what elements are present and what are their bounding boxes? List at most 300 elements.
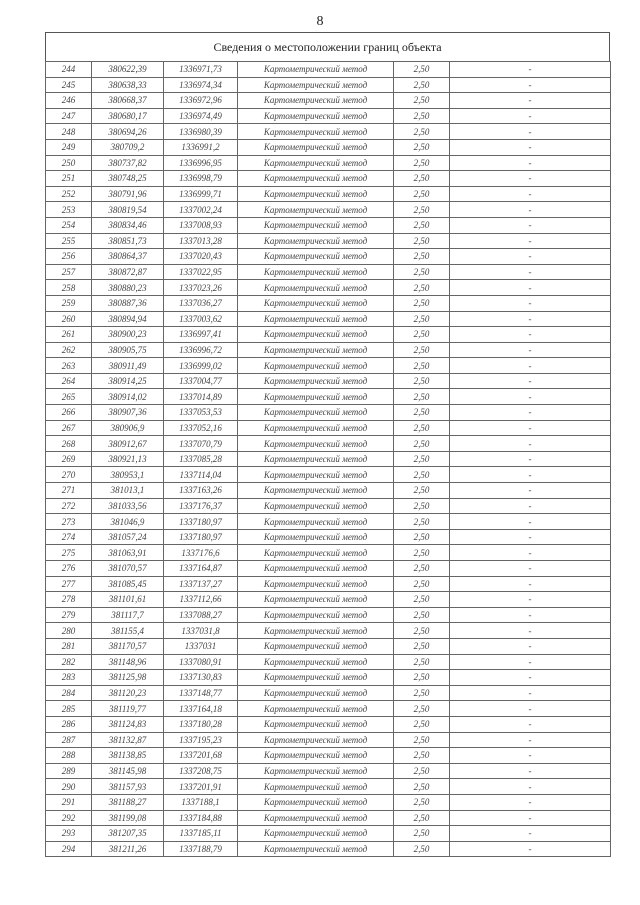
accuracy-cell: 2,50 xyxy=(394,748,450,764)
x-coordinate-cell: 380851,73 xyxy=(92,233,164,249)
accuracy-cell: 2,50 xyxy=(394,638,450,654)
point-number-cell: 267 xyxy=(46,420,92,436)
accuracy-cell: 2,50 xyxy=(394,124,450,140)
method-cell: Картометрический метод xyxy=(238,77,394,93)
point-number-cell: 282 xyxy=(46,654,92,670)
description-cell: - xyxy=(450,124,611,140)
method-cell: Картометрический метод xyxy=(238,716,394,732)
point-number-cell: 276 xyxy=(46,561,92,577)
point-number-cell: 266 xyxy=(46,405,92,421)
description-cell: - xyxy=(450,186,611,202)
table-row xyxy=(46,389,611,405)
method-cell: Картометрический метод xyxy=(238,249,394,265)
point-number-cell: 253 xyxy=(46,202,92,218)
description-cell: - xyxy=(450,841,611,857)
table-row xyxy=(46,529,611,545)
point-number-cell: 272 xyxy=(46,498,92,514)
x-coordinate-cell: 381117,7 xyxy=(92,607,164,623)
table-row xyxy=(46,77,611,93)
point-number-cell: 275 xyxy=(46,545,92,561)
method-cell: Картометрический метод xyxy=(238,701,394,717)
point-number-cell: 252 xyxy=(46,186,92,202)
point-number-cell: 249 xyxy=(46,139,92,155)
table-row xyxy=(46,249,611,265)
accuracy-cell: 2,50 xyxy=(394,685,450,701)
method-cell: Картометрический метод xyxy=(238,779,394,795)
point-number-cell: 271 xyxy=(46,483,92,499)
boundary-table xyxy=(45,32,610,857)
accuracy-cell: 2,50 xyxy=(394,623,450,639)
description-cell: - xyxy=(450,638,611,654)
accuracy-cell: 2,50 xyxy=(394,249,450,265)
accuracy-cell: 2,50 xyxy=(394,62,450,78)
description-cell: - xyxy=(450,514,611,530)
page-number: 8 xyxy=(316,14,324,29)
accuracy-cell: 2,50 xyxy=(394,483,450,499)
y-coordinate-cell: 1337188,79 xyxy=(164,841,238,857)
y-coordinate-cell: 1337112,66 xyxy=(164,592,238,608)
table-row xyxy=(46,233,611,249)
description-cell: - xyxy=(450,389,611,405)
accuracy-cell: 2,50 xyxy=(394,420,450,436)
method-cell: Картометрический метод xyxy=(238,139,394,155)
method-cell: Картометрический метод xyxy=(238,623,394,639)
x-coordinate-cell: 381207,35 xyxy=(92,826,164,842)
x-coordinate-cell: 381188,27 xyxy=(92,794,164,810)
table-row xyxy=(46,592,611,608)
accuracy-cell: 2,50 xyxy=(394,701,450,717)
y-coordinate-cell: 1337180,28 xyxy=(164,716,238,732)
point-number-cell: 259 xyxy=(46,295,92,311)
point-number-cell: 251 xyxy=(46,171,92,187)
point-number-cell: 284 xyxy=(46,685,92,701)
method-cell: Картометрический метод xyxy=(238,405,394,421)
x-coordinate-cell: 381211,26 xyxy=(92,841,164,857)
point-number-cell: 260 xyxy=(46,311,92,327)
table-row xyxy=(46,171,611,187)
description-cell: - xyxy=(450,436,611,452)
method-cell: Картометрический метод xyxy=(238,514,394,530)
method-cell: Картометрический метод xyxy=(238,171,394,187)
description-cell: - xyxy=(450,467,611,483)
x-coordinate-cell: 381155,4 xyxy=(92,623,164,639)
y-coordinate-cell: 1336980,39 xyxy=(164,124,238,140)
y-coordinate-cell: 1337008,93 xyxy=(164,217,238,233)
method-cell: Картометрический метод xyxy=(238,638,394,654)
x-coordinate-cell: 380914,02 xyxy=(92,389,164,405)
accuracy-cell: 2,50 xyxy=(394,405,450,421)
accuracy-cell: 2,50 xyxy=(394,529,450,545)
method-cell: Картометрический метод xyxy=(238,295,394,311)
x-coordinate-cell: 380900,23 xyxy=(92,327,164,343)
table-row xyxy=(46,498,611,514)
y-coordinate-cell: 1337208,75 xyxy=(164,763,238,779)
method-cell: Картометрический метод xyxy=(238,311,394,327)
y-coordinate-cell: 1337164,18 xyxy=(164,701,238,717)
accuracy-cell: 2,50 xyxy=(394,841,450,857)
table-row xyxy=(46,685,611,701)
method-cell: Картометрический метод xyxy=(238,420,394,436)
table-row xyxy=(46,202,611,218)
point-number-cell: 248 xyxy=(46,124,92,140)
table-row xyxy=(46,670,611,686)
description-cell: - xyxy=(450,763,611,779)
accuracy-cell: 2,50 xyxy=(394,327,450,343)
method-cell: Картометрический метод xyxy=(238,389,394,405)
accuracy-cell: 2,50 xyxy=(394,592,450,608)
x-coordinate-cell: 380872,87 xyxy=(92,264,164,280)
table-row xyxy=(46,701,611,717)
point-number-cell: 246 xyxy=(46,93,92,109)
y-coordinate-cell: 1337088,27 xyxy=(164,607,238,623)
point-number-cell: 277 xyxy=(46,576,92,592)
accuracy-cell: 2,50 xyxy=(394,186,450,202)
y-coordinate-cell: 1337003,62 xyxy=(164,311,238,327)
table-row xyxy=(46,264,611,280)
point-number-cell: 278 xyxy=(46,592,92,608)
table-row xyxy=(46,358,611,374)
description-cell: - xyxy=(450,545,611,561)
point-number-cell: 247 xyxy=(46,108,92,124)
description-cell: - xyxy=(450,77,611,93)
coordinates-table xyxy=(45,61,611,857)
method-cell: Картометрический метод xyxy=(238,202,394,218)
y-coordinate-cell: 1336972,96 xyxy=(164,93,238,109)
table-row xyxy=(46,716,611,732)
x-coordinate-cell: 380638,33 xyxy=(92,77,164,93)
x-coordinate-cell: 381046,9 xyxy=(92,514,164,530)
description-cell: - xyxy=(450,732,611,748)
point-number-cell: 254 xyxy=(46,217,92,233)
table-row xyxy=(46,217,611,233)
table-row xyxy=(46,561,611,577)
point-number-cell: 245 xyxy=(46,77,92,93)
method-cell: Картометрический метод xyxy=(238,124,394,140)
method-cell: Картометрический метод xyxy=(238,607,394,623)
method-cell: Картометрический метод xyxy=(238,62,394,78)
accuracy-cell: 2,50 xyxy=(394,217,450,233)
point-number-cell: 294 xyxy=(46,841,92,857)
y-coordinate-cell: 1336999,02 xyxy=(164,358,238,374)
x-coordinate-cell: 380622,39 xyxy=(92,62,164,78)
method-cell: Картометрический метод xyxy=(238,794,394,810)
x-coordinate-cell: 381148,96 xyxy=(92,654,164,670)
x-coordinate-cell: 381124,83 xyxy=(92,716,164,732)
table-row xyxy=(46,748,611,764)
y-coordinate-cell: 1337013,28 xyxy=(164,233,238,249)
description-cell: - xyxy=(450,217,611,233)
point-number-cell: 285 xyxy=(46,701,92,717)
description-cell: - xyxy=(450,592,611,608)
y-coordinate-cell: 1337137,27 xyxy=(164,576,238,592)
accuracy-cell: 2,50 xyxy=(394,77,450,93)
table-row xyxy=(46,139,611,155)
description-cell: - xyxy=(450,155,611,171)
description-cell: - xyxy=(450,483,611,499)
accuracy-cell: 2,50 xyxy=(394,373,450,389)
description-cell: - xyxy=(450,794,611,810)
table-row xyxy=(46,810,611,826)
description-cell: - xyxy=(450,108,611,124)
method-cell: Картометрический метод xyxy=(238,810,394,826)
description-cell: - xyxy=(450,701,611,717)
point-number-cell: 268 xyxy=(46,436,92,452)
y-coordinate-cell: 1336974,49 xyxy=(164,108,238,124)
method-cell: Картометрический метод xyxy=(238,592,394,608)
accuracy-cell: 2,50 xyxy=(394,295,450,311)
y-coordinate-cell: 1337053,53 xyxy=(164,405,238,421)
method-cell: Картометрический метод xyxy=(238,529,394,545)
accuracy-cell: 2,50 xyxy=(394,607,450,623)
description-cell: - xyxy=(450,264,611,280)
method-cell: Картометрический метод xyxy=(238,576,394,592)
x-coordinate-cell: 381033,56 xyxy=(92,498,164,514)
table-row xyxy=(46,62,611,78)
point-number-cell: 264 xyxy=(46,373,92,389)
x-coordinate-cell: 380694,26 xyxy=(92,124,164,140)
description-cell: - xyxy=(450,202,611,218)
x-coordinate-cell: 381125,98 xyxy=(92,670,164,686)
description-cell: - xyxy=(450,748,611,764)
point-number-cell: 274 xyxy=(46,529,92,545)
table-row xyxy=(46,311,611,327)
description-cell: - xyxy=(450,623,611,639)
description-cell: - xyxy=(450,685,611,701)
x-coordinate-cell: 381063,91 xyxy=(92,545,164,561)
x-coordinate-cell: 380668,37 xyxy=(92,93,164,109)
description-cell: - xyxy=(450,358,611,374)
table-row xyxy=(46,124,611,140)
method-cell: Картометрический метод xyxy=(238,93,394,109)
table-row xyxy=(46,280,611,296)
point-number-cell: 265 xyxy=(46,389,92,405)
point-number-cell: 287 xyxy=(46,732,92,748)
y-coordinate-cell: 1337085,28 xyxy=(164,451,238,467)
method-cell: Картометрический метод xyxy=(238,748,394,764)
accuracy-cell: 2,50 xyxy=(394,451,450,467)
y-coordinate-cell: 1337188,1 xyxy=(164,794,238,810)
x-coordinate-cell: 380748,25 xyxy=(92,171,164,187)
y-coordinate-cell: 1336998,79 xyxy=(164,171,238,187)
table-row xyxy=(46,405,611,421)
y-coordinate-cell: 1337185,11 xyxy=(164,826,238,842)
table-row xyxy=(46,576,611,592)
table-row xyxy=(46,467,611,483)
y-coordinate-cell: 1336991,2 xyxy=(164,139,238,155)
table-row xyxy=(46,186,611,202)
point-number-cell: 270 xyxy=(46,467,92,483)
y-coordinate-cell: 1336971,73 xyxy=(164,62,238,78)
x-coordinate-cell: 380914,25 xyxy=(92,373,164,389)
description-cell: - xyxy=(450,654,611,670)
method-cell: Картометрический метод xyxy=(238,186,394,202)
x-coordinate-cell: 380953,1 xyxy=(92,467,164,483)
accuracy-cell: 2,50 xyxy=(394,716,450,732)
table-row xyxy=(46,638,611,654)
description-cell: - xyxy=(450,420,611,436)
description-cell: - xyxy=(450,327,611,343)
x-coordinate-cell: 380887,36 xyxy=(92,295,164,311)
y-coordinate-cell: 1337180,97 xyxy=(164,529,238,545)
table-row xyxy=(46,623,611,639)
point-number-cell: 286 xyxy=(46,716,92,732)
table-row xyxy=(46,763,611,779)
point-number-cell: 257 xyxy=(46,264,92,280)
accuracy-cell: 2,50 xyxy=(394,358,450,374)
table-title: Сведения о местоположении границ объекта xyxy=(45,32,610,61)
x-coordinate-cell: 380880,23 xyxy=(92,280,164,296)
accuracy-cell: 2,50 xyxy=(394,155,450,171)
method-cell: Картометрический метод xyxy=(238,108,394,124)
method-cell: Картометрический метод xyxy=(238,826,394,842)
y-coordinate-cell: 1336996,72 xyxy=(164,342,238,358)
accuracy-cell: 2,50 xyxy=(394,436,450,452)
method-cell: Картометрический метод xyxy=(238,467,394,483)
method-cell: Картометрический метод xyxy=(238,483,394,499)
x-coordinate-cell: 381070,57 xyxy=(92,561,164,577)
accuracy-cell: 2,50 xyxy=(394,514,450,530)
x-coordinate-cell: 380894,94 xyxy=(92,311,164,327)
description-cell: - xyxy=(450,139,611,155)
description-cell: - xyxy=(450,280,611,296)
table-row xyxy=(46,451,611,467)
x-coordinate-cell: 381138,85 xyxy=(92,748,164,764)
x-coordinate-cell: 381199,08 xyxy=(92,810,164,826)
table-body xyxy=(46,62,611,857)
method-cell: Картометрический метод xyxy=(238,763,394,779)
method-cell: Картометрический метод xyxy=(238,342,394,358)
y-coordinate-cell: 1336997,41 xyxy=(164,327,238,343)
x-coordinate-cell: 381057,24 xyxy=(92,529,164,545)
y-coordinate-cell: 1337201,91 xyxy=(164,779,238,795)
method-cell: Картометрический метод xyxy=(238,217,394,233)
y-coordinate-cell: 1336999,71 xyxy=(164,186,238,202)
description-cell: - xyxy=(450,451,611,467)
description-cell: - xyxy=(450,342,611,358)
point-number-cell: 261 xyxy=(46,327,92,343)
x-coordinate-cell: 381145,98 xyxy=(92,763,164,779)
description-cell: - xyxy=(450,576,611,592)
y-coordinate-cell: 1337184,88 xyxy=(164,810,238,826)
x-coordinate-cell: 380864,37 xyxy=(92,249,164,265)
description-cell: - xyxy=(450,93,611,109)
y-coordinate-cell: 1337176,37 xyxy=(164,498,238,514)
description-cell: - xyxy=(450,249,611,265)
y-coordinate-cell: 1337023,26 xyxy=(164,280,238,296)
x-coordinate-cell: 380819,54 xyxy=(92,202,164,218)
method-cell: Картометрический метод xyxy=(238,155,394,171)
method-cell: Картометрический метод xyxy=(238,436,394,452)
y-coordinate-cell: 1337114,04 xyxy=(164,467,238,483)
table-row xyxy=(46,732,611,748)
description-cell: - xyxy=(450,810,611,826)
method-cell: Картометрический метод xyxy=(238,327,394,343)
y-coordinate-cell: 1337020,43 xyxy=(164,249,238,265)
accuracy-cell: 2,50 xyxy=(394,545,450,561)
accuracy-cell: 2,50 xyxy=(394,139,450,155)
description-cell: - xyxy=(450,171,611,187)
x-coordinate-cell: 381119,77 xyxy=(92,701,164,717)
description-cell: - xyxy=(450,498,611,514)
table-row xyxy=(46,420,611,436)
point-number-cell: 256 xyxy=(46,249,92,265)
x-coordinate-cell: 380709,2 xyxy=(92,139,164,155)
accuracy-cell: 2,50 xyxy=(394,93,450,109)
y-coordinate-cell: 1337022,95 xyxy=(164,264,238,280)
x-coordinate-cell: 380680,17 xyxy=(92,108,164,124)
description-cell: - xyxy=(450,826,611,842)
description-cell: - xyxy=(450,779,611,795)
point-number-cell: 288 xyxy=(46,748,92,764)
point-number-cell: 293 xyxy=(46,826,92,842)
x-coordinate-cell: 380912,67 xyxy=(92,436,164,452)
x-coordinate-cell: 381157,93 xyxy=(92,779,164,795)
accuracy-cell: 2,50 xyxy=(394,311,450,327)
x-coordinate-cell: 381170,57 xyxy=(92,638,164,654)
description-cell: - xyxy=(450,529,611,545)
y-coordinate-cell: 1336996,95 xyxy=(164,155,238,171)
table-row xyxy=(46,295,611,311)
x-coordinate-cell: 381120,23 xyxy=(92,685,164,701)
x-coordinate-cell: 380737,82 xyxy=(92,155,164,171)
method-cell: Картометрический метод xyxy=(238,561,394,577)
accuracy-cell: 2,50 xyxy=(394,670,450,686)
accuracy-cell: 2,50 xyxy=(394,561,450,577)
y-coordinate-cell: 1337180,97 xyxy=(164,514,238,530)
table-row xyxy=(46,545,611,561)
description-cell: - xyxy=(450,670,611,686)
y-coordinate-cell: 1337163,26 xyxy=(164,483,238,499)
method-cell: Картометрический метод xyxy=(238,545,394,561)
point-number-cell: 290 xyxy=(46,779,92,795)
method-cell: Картометрический метод xyxy=(238,373,394,389)
accuracy-cell: 2,50 xyxy=(394,233,450,249)
method-cell: Картометрический метод xyxy=(238,732,394,748)
table-row xyxy=(46,108,611,124)
table-row xyxy=(46,514,611,530)
point-number-cell: 292 xyxy=(46,810,92,826)
y-coordinate-cell: 1337195,23 xyxy=(164,732,238,748)
accuracy-cell: 2,50 xyxy=(394,202,450,218)
y-coordinate-cell: 1337164,87 xyxy=(164,561,238,577)
y-coordinate-cell: 1337130,83 xyxy=(164,670,238,686)
point-number-cell: 291 xyxy=(46,794,92,810)
accuracy-cell: 2,50 xyxy=(394,576,450,592)
y-coordinate-cell: 1337031,8 xyxy=(164,623,238,639)
method-cell: Картометрический метод xyxy=(238,280,394,296)
accuracy-cell: 2,50 xyxy=(394,467,450,483)
method-cell: Картометрический метод xyxy=(238,841,394,857)
accuracy-cell: 2,50 xyxy=(394,654,450,670)
accuracy-cell: 2,50 xyxy=(394,108,450,124)
method-cell: Картометрический метод xyxy=(238,654,394,670)
y-coordinate-cell: 1337014,89 xyxy=(164,389,238,405)
point-number-cell: 263 xyxy=(46,358,92,374)
accuracy-cell: 2,50 xyxy=(394,794,450,810)
y-coordinate-cell: 1337148,77 xyxy=(164,685,238,701)
x-coordinate-cell: 380911,49 xyxy=(92,358,164,374)
x-coordinate-cell: 381013,1 xyxy=(92,483,164,499)
method-cell: Картометрический метод xyxy=(238,451,394,467)
table-row xyxy=(46,841,611,857)
description-cell: - xyxy=(450,373,611,389)
table-row xyxy=(46,155,611,171)
table-row xyxy=(46,373,611,389)
accuracy-cell: 2,50 xyxy=(394,171,450,187)
description-cell: - xyxy=(450,405,611,421)
description-cell: - xyxy=(450,607,611,623)
x-coordinate-cell: 380906,9 xyxy=(92,420,164,436)
